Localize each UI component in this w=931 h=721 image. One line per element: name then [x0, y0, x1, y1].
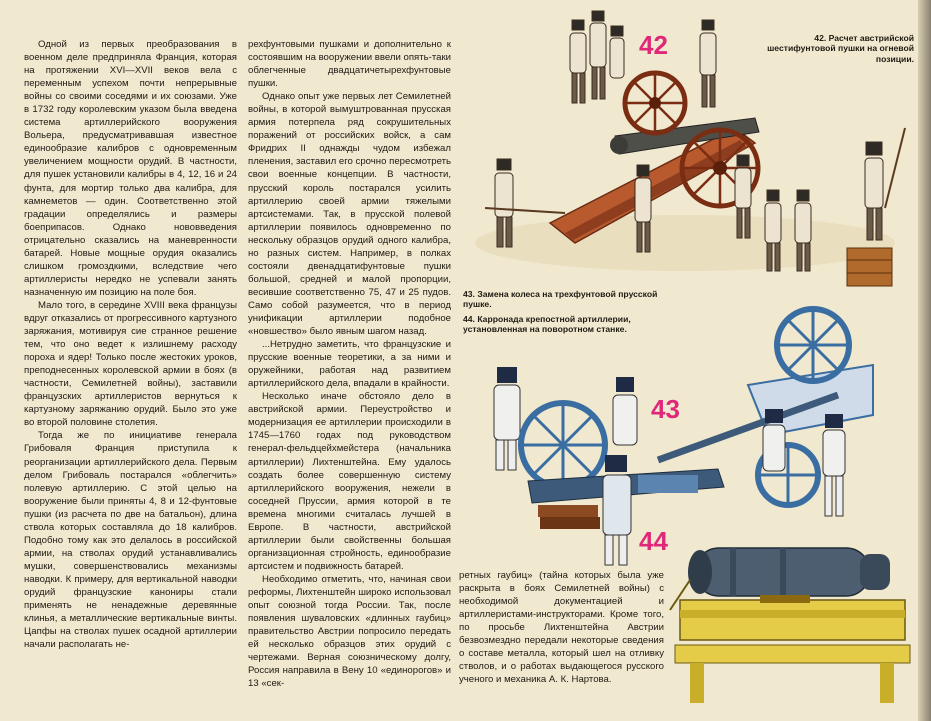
illustration-43-prussian-cannon [488, 305, 878, 570]
paragraph: Однако опыт уже первых лет Семилетней войны, в которой вымуштрованная прусская армия потерпела ряд сокрушительных поражений от российских войск, а сам Фридрих II однажды чудом избежал пленения, заставил его срочно пересмотреть свои военные концепции. В частности, прусский король постарался усилить артиллерию своей армии тяжелыми артсистемами. Так, в прусской полевой артиллерии появилось одновременно по нескольку образцов орудий одного калибра, но разных систем. Например, в полках состояли двенадцатифунтовые пушки большой, средней и малой пропорции, весившие соответственно 75, 47 и 25 пудов. Само собой разумеется, что в период унификации артиллерии подобное «новшество» было явным шагом назад. [248, 91, 451, 338]
figure-number-42: 42 [639, 30, 668, 60]
caption-43: 43. Замена колеса на трехфунтовой прусской пушке. [463, 289, 658, 310]
paragraph: ...Нетрудно заметить, что французские и прусские военные теоретики, а за ними и оружейники, работая над развитием артиллерийского дела, впадали в крайности. [248, 339, 451, 390]
paragraph: рехфунтовыми пушками и дополнительно к состоявшим на вооружении ввели опять-таки облегченные двадцатичетырехфунтовые пушки. [248, 39, 452, 90]
page-spine [918, 0, 931, 721]
text-column-3 [459, 569, 664, 686]
paragraph: Мало того, в середине XVIII века французы вдруг отказались от прогрессивного картузного заряжания, мотивируя сие странное решение тем, что оно ведет к излишнему расходу пороха и ядер! Только после жестоких уроков, преподнесенных королевской армии в боях (в частности, Семилетней войны), заставили французских артиллеристов вернуться к картузному заряжанию орудий. Было это уже во второй половине столетия. [24, 299, 237, 429]
figure-number-43: 43 [651, 394, 680, 424]
illustration-44-carronade [670, 540, 915, 710]
paragraph: Тогда же по инициативе генерала Грибоваля Франция приступила к реорганизации артиллерийского дела. Первым делом Грибоваль постарался «облегчить» полевую артиллерию. С этой целью на вооружение были приняты 4, 8 и 12-фунтовые пушки (из расчета по две на батальон), длина ствола которых составляла до 18 калибров. Подобно тому как это делалось в российской армии, на стволах орудий устанавливались мушки, совершенствовались механизмы наводки. К примеру, для вертикальной наводки орудий французские канониры стали применять не ненадежные деревянные клинья, а металлические вертикальные винты. Цапфы на стволах пушек осадной артиллерии начали располагать не- [24, 430, 237, 651]
text-column-2 [248, 38, 451, 690]
figure-number-44: 44 [639, 526, 668, 556]
paragraph: Необходимо отметить, что, начиная свои реформы, Лихтенштейн широко использовал опыт союзной тогда России. Так, после появления шуваловских «длинных гаубиц» правительство Австрии попросило передать ей несколько образцов этих орудий с чертежами. Верная союзническому долгу, Россия направила в Вену 10 «единорогов» и 13 «сек- [248, 573, 451, 690]
caption-44: 44. Карронада крепостной артиллерии, установленная на поворотном станке. [463, 314, 631, 335]
text-column-1 [24, 38, 237, 651]
paragraph: ретных гаубиц» (тайна которых была уже раскрыта в боях Семилетней войны) с необходимой документацией и артиллеристами-инструкторами. Кроме того, по просьбе Лихтенштейна Австрии безвозмездно передали некоторые сведения о составе металла, который шел на отливку стволов, и о работах выдающегося русского ученого и механика А. К. Нартова. [459, 570, 664, 686]
caption-42: 42. Расчет австрийской шестифунтовой пушки на огневой позиции. [767, 33, 914, 64]
paragraph: Несколько иначе обстояло дело в австрийской армии. Переустройство и модернизация ее артиллерии происходили в 1745—1760 годах под руководством генерал-фельдцейхмейстера (начальника артиллерии) Лихтенштейна. Ему удалось создать более совершенную систему артиллерийского вооружения, нежели в соседней Пруссии, армия которой в те времена многими считалась лучшей в Европе. В частности, австрийской артиллерии были свойственны большая организационная стройность, единообразие артсистем и подвижность батарей. [248, 391, 451, 572]
paragraph: Одной из первых преобразования в военном деле предприняла Франция, которая на протяжении XVI—XVII веков вела с переменным успехом почти непрерывные войны со своими соседями и их союзами. Уже в 1732 году королевским указом была введена система артиллерийского вооружения Вольера, предусматривавшая известное единообразие калибров с одновременным увеличением мощности орудий. В частности, для пушек установили калибры в 4, 12, 16 и 24 фунта, для мортир только два калибра, для камнеметов — один. Соответственно этой градации определялись и размеры боеприпасов. Однако нововведения отрицательно сказались на маневренности батарей. Новые мощные орудия оказались слишком громоздкими, вследствие чего артиллеристы нередко не успевали занять назначенную им позицию на поле боя. [24, 39, 237, 298]
